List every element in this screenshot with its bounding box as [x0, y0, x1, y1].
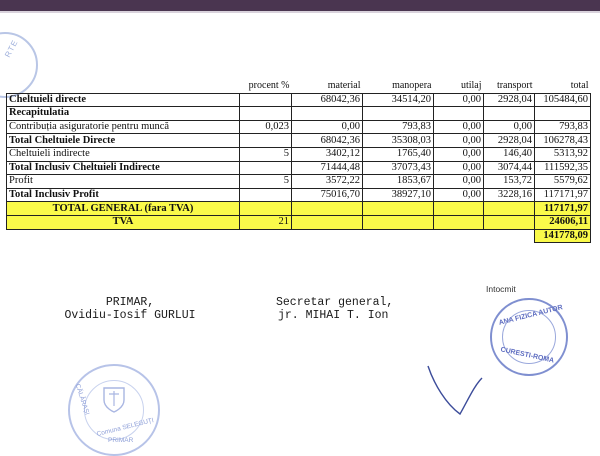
table-row: [7, 175, 591, 189]
cell-utilaj: 0,00: [434, 120, 484, 134]
secretar-name: jr. MIHAI T. Ion: [278, 309, 389, 322]
table-row: [7, 107, 591, 121]
grand-total-value: 141778,09: [535, 229, 591, 243]
cell-material: 3402,12: [292, 147, 363, 161]
cell-transport: 2928,04: [484, 93, 535, 107]
cell-manopera: 38927,10: [363, 188, 434, 202]
empty-cell: [240, 202, 292, 216]
cell-transport: 3228,16: [484, 188, 535, 202]
table-row: [7, 147, 591, 161]
cell-material: 3572,22: [292, 175, 363, 189]
header-manopera: manopera: [392, 80, 432, 92]
cell-transport: 3074,44: [484, 161, 535, 175]
empty-cell: [484, 215, 535, 229]
table-header-row: [7, 80, 591, 93]
cell-procent: 0,023: [240, 120, 292, 134]
empty-cell: [292, 215, 363, 229]
cell-procent: [240, 93, 292, 107]
header-material: material: [327, 80, 361, 92]
header-total: total: [570, 80, 589, 92]
cell-utilaj: 0,00: [434, 93, 484, 107]
header-procent: procent %: [248, 80, 290, 92]
table-row: [7, 161, 591, 175]
total-general-value: 117171,97: [535, 202, 591, 216]
row-label: Total Inclusiv Profit: [7, 188, 240, 202]
window-top-bar: [0, 0, 600, 11]
header-transport: transport: [496, 80, 533, 92]
top-divider: [0, 11, 600, 13]
cell-material: 68042,36: [292, 93, 363, 107]
secretar-title: Secretar general,: [276, 296, 394, 309]
row-label: Recapitulatia: [7, 107, 240, 121]
cell-utilaj: 0,00: [434, 175, 484, 189]
table-row: [7, 120, 591, 134]
total-general-label: TOTAL GENERAL (fara TVA): [7, 202, 240, 216]
cell-procent: [240, 134, 292, 148]
primaria-stamp-footer-text: PRIMAR: [108, 437, 134, 444]
cell-total: 117171,97: [535, 188, 591, 202]
primar-name: Ovidiu-Iosif GURLUI: [64, 309, 196, 322]
cell-transport: 2928,04: [484, 134, 535, 148]
cell-manopera: 35308,03: [363, 134, 434, 148]
cell-transport: [484, 107, 535, 121]
total-general-row: [7, 202, 591, 216]
cell-utilaj: [434, 107, 484, 121]
row-label: Cheltuieli directe: [7, 93, 240, 107]
cell-manopera: [363, 107, 434, 121]
cell-total: 5579,62: [535, 175, 591, 189]
cell-utilaj: 0,00: [434, 188, 484, 202]
header-utilaj: utilaj: [460, 80, 482, 92]
cost-summary-table: [6, 80, 591, 243]
empty-cell: [434, 215, 484, 229]
cell-total: 106278,43: [535, 134, 591, 148]
tva-percent: 21: [240, 215, 292, 229]
intocmit-label: Intocmit: [486, 284, 516, 294]
primar-signature-block: [40, 296, 220, 322]
secretar-signature-block: [276, 296, 426, 322]
signature-scribble: [420, 360, 490, 420]
table-row: [7, 188, 591, 202]
cell-utilaj: 0,00: [434, 161, 484, 175]
cell-total: 105484,60: [535, 93, 591, 107]
author-stamp-bottom-text: CURESTI-ROMA: [499, 346, 555, 365]
cell-manopera: 1765,40: [363, 147, 434, 161]
empty-cell: [484, 202, 535, 216]
cell-procent: [240, 188, 292, 202]
cell-manopera: 37073,43: [363, 161, 434, 175]
cell-utilaj: 0,00: [434, 134, 484, 148]
cell-procent: [240, 107, 292, 121]
primaria-stamp-side-text: CĂLĂRAȘI: [73, 383, 91, 416]
row-label: Cheltuieli indirecte: [7, 147, 240, 161]
cell-total: [535, 107, 591, 121]
cell-transport: 0,00: [484, 120, 535, 134]
cell-material: [292, 107, 363, 121]
cell-manopera: 793,83: [363, 120, 434, 134]
row-label: Profit: [7, 175, 240, 189]
cell-material: 75016,70: [292, 188, 363, 202]
author-stamp-top-text: ANA FIZICA AUTOR: [498, 304, 564, 327]
primar-title: PRIMAR,: [105, 296, 155, 309]
cell-total: 111592,35: [535, 161, 591, 175]
cell-material: 71444,48: [292, 161, 363, 175]
empty-cell: [434, 202, 484, 216]
row-label: Total Inclusiv Cheltuieli Indirecte: [7, 161, 240, 175]
row-label: Contribuția asiguratorie pentru muncă: [7, 120, 240, 134]
grand-total-row: [7, 229, 591, 243]
table-row: [7, 93, 591, 107]
tva-label: TVA: [7, 215, 240, 229]
cell-material: 68042,36: [292, 134, 363, 148]
empty-cell: [363, 215, 434, 229]
cell-manopera: 1853,67: [363, 175, 434, 189]
empty-cell: [363, 202, 434, 216]
cell-manopera: 34514,20: [363, 93, 434, 107]
coat-of-arms-icon: [102, 384, 126, 414]
cell-procent: [240, 161, 292, 175]
cell-transport: 153,72: [484, 175, 535, 189]
cell-total: 5313,92: [535, 147, 591, 161]
cell-total: 793,83: [535, 120, 591, 134]
cell-procent: 5: [240, 175, 292, 189]
table-row: [7, 134, 591, 148]
cell-material: 0,00: [292, 120, 363, 134]
top-left-stamp-text: RTE: [3, 38, 20, 59]
tva-value: 24606,11: [535, 215, 591, 229]
primaria-stamp-bottom-text: Comuna SELEGUȚI: [96, 417, 155, 438]
cell-procent: 5: [240, 147, 292, 161]
row-label: Total Cheltuiele Directe: [7, 134, 240, 148]
empty-cell: [292, 202, 363, 216]
cell-utilaj: 0,00: [434, 147, 484, 161]
tva-row: [7, 215, 591, 229]
cell-transport: 146,40: [484, 147, 535, 161]
